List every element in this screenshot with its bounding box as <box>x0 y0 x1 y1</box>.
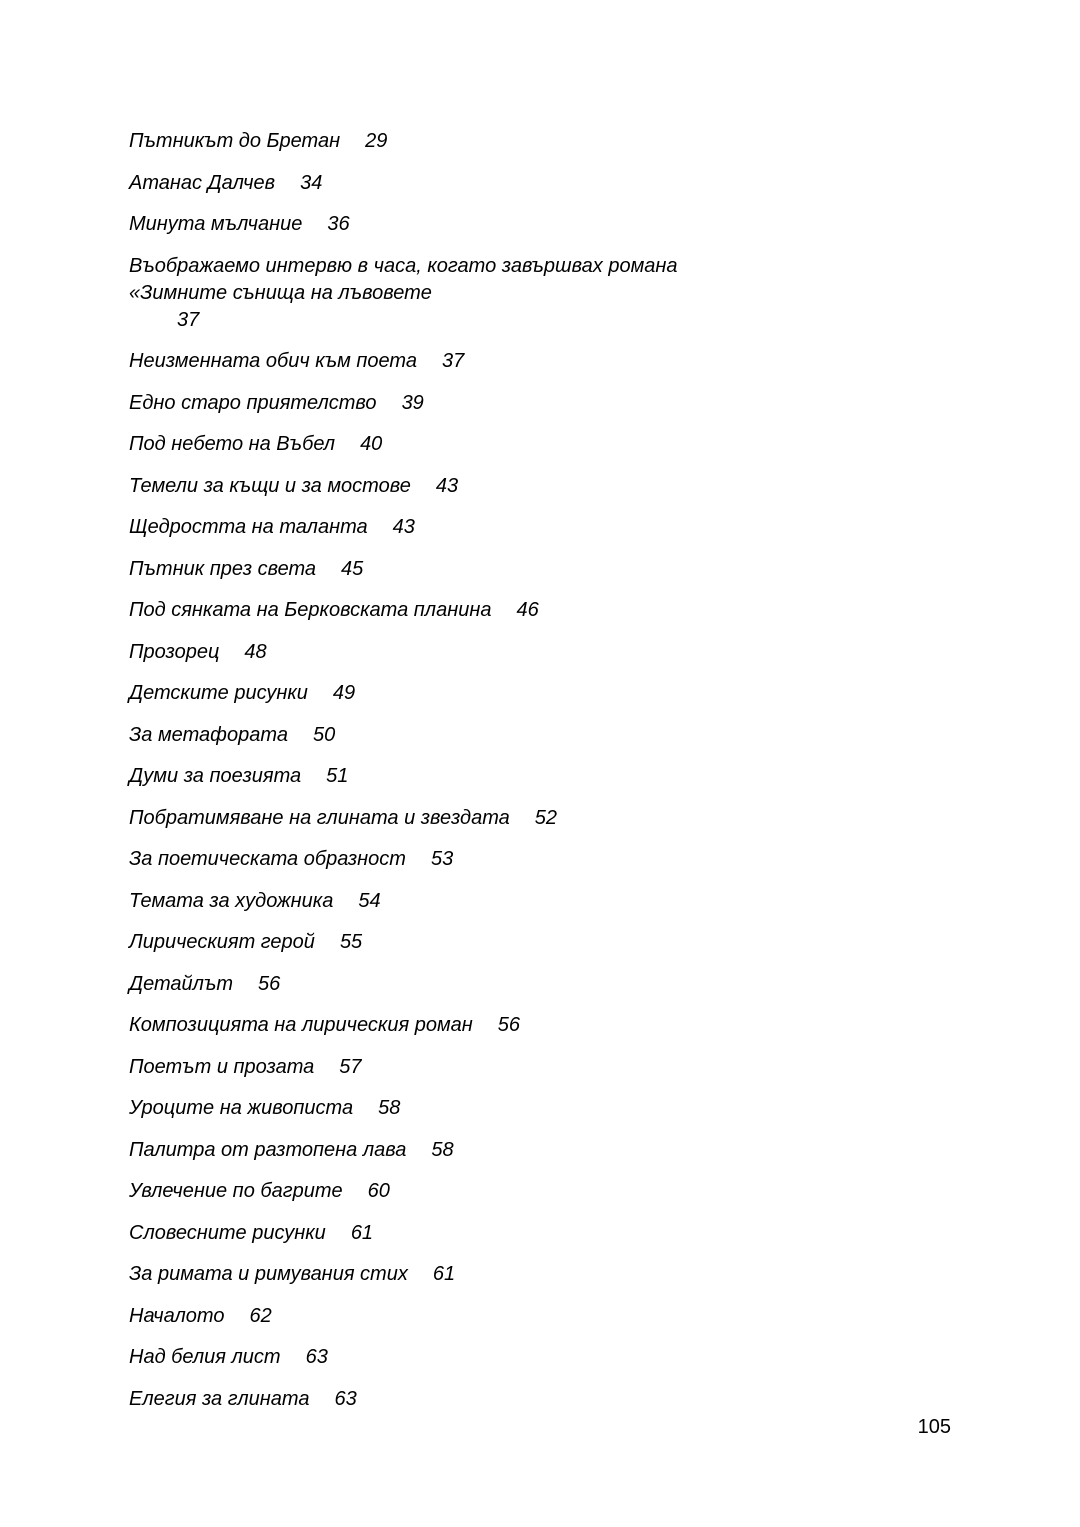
toc-entry-title: Над белия лист <box>129 1346 281 1368</box>
toc-entry-page: 56 <box>258 972 281 995</box>
toc-entry-page: 43 <box>435 474 459 497</box>
toc-entry <box>129 514 889 541</box>
toc-entry-page: 61 <box>350 1221 374 1244</box>
toc-entry-title: Щедростта на таланта <box>129 516 368 538</box>
toc-entry-page: 63 <box>334 1387 357 1410</box>
toc-entry <box>129 1303 889 1330</box>
toc-entry-page: 50 <box>312 723 336 746</box>
toc-entry-page: 58 <box>431 1138 454 1161</box>
toc-entry-title: Неизменната обич към поета <box>129 350 417 372</box>
toc-entry-title: Темели за къщи и за мостове <box>129 474 411 497</box>
toc-entry-page: 63 <box>305 1346 328 1368</box>
toc-entry-title: Поетът и прозата <box>129 1055 315 1078</box>
toc-entry-title: За римата и римувания стих <box>129 1263 408 1285</box>
toc-entry <box>129 556 889 583</box>
toc-entry-title: Елегия за глината <box>129 1387 310 1410</box>
toc-entry-page: 46 <box>516 599 539 621</box>
toc-entry-page: 39 <box>401 391 424 414</box>
toc-entry-title: Палитра от разтопена лава <box>129 1138 407 1161</box>
toc-entry-title: Словесните рисунки <box>129 1221 326 1244</box>
toc-entry-page: 57 <box>339 1055 362 1078</box>
toc-entry-page: 45 <box>341 557 364 580</box>
toc-entry-page: 36 <box>327 213 350 235</box>
toc-entry <box>129 1386 889 1413</box>
toc-entry <box>129 348 889 375</box>
toc-entry-title: Минута мълчание <box>129 213 303 235</box>
toc-entry-page: 48 <box>244 640 267 663</box>
toc-entry <box>129 597 889 624</box>
toc-entry <box>129 473 889 500</box>
toc-entry-page: 54 <box>358 889 381 912</box>
toc-entry <box>129 805 889 832</box>
toc-entry-page: 43 <box>392 516 415 538</box>
toc-entry <box>129 1054 889 1081</box>
toc-entry-page: 29 <box>365 130 388 152</box>
toc-entry <box>129 390 889 417</box>
toc-entry-title: Прозорец <box>129 640 220 663</box>
toc-entry-page: 61 <box>432 1263 456 1285</box>
toc-entry <box>129 639 889 666</box>
toc-entry <box>129 1137 889 1164</box>
toc-entry-title: Лирическият герой <box>129 931 315 953</box>
toc-entry <box>129 680 889 707</box>
toc-entry <box>129 1261 889 1288</box>
toc-entry <box>129 722 889 749</box>
toc-entry-title: Детските рисунки <box>129 682 308 704</box>
toc-entry-title: Детайлът <box>129 972 234 995</box>
toc-entry-title: Началото <box>129 1304 225 1327</box>
toc-entry <box>129 846 889 873</box>
toc-entry-page: 52 <box>534 806 558 829</box>
toc-entry-page: 34 <box>300 171 323 194</box>
toc-entry-title: Увлечение по багрите <box>129 1180 343 1202</box>
toc-entry-title: Едно старо приятелство <box>129 391 377 414</box>
toc-entry <box>129 253 689 334</box>
toc-entry-title: Композицията на лирическия роман <box>129 1014 473 1036</box>
table-of-contents <box>129 128 889 1427</box>
toc-entry <box>129 1012 889 1039</box>
toc-entry <box>129 971 889 998</box>
toc-entry-page: 51 <box>326 765 349 787</box>
toc-entry <box>129 170 889 197</box>
toc-entry <box>129 763 889 790</box>
toc-entry <box>129 431 889 458</box>
toc-entry <box>129 1344 889 1371</box>
toc-entry <box>129 1220 889 1247</box>
toc-entry-title: Темата за художника <box>129 889 334 912</box>
toc-entry-page: 56 <box>497 1014 521 1036</box>
toc-entry-title: Пътник през света <box>129 557 317 580</box>
toc-entry-title: Атанас Далчев <box>129 171 276 194</box>
toc-entry-title: Въображаемо интервю в часа, когато завършвах романа «Зимните сънища на лъвовете <box>129 254 678 304</box>
toc-entry-page: 55 <box>339 931 363 953</box>
toc-entry-title: Пътникът до Бретан <box>129 130 341 152</box>
toc-entry-page: 49 <box>332 682 356 704</box>
toc-entry-page: 37 <box>177 308 200 331</box>
toc-entry-title: За поетическата образност <box>129 848 406 870</box>
toc-entry-title: Под сянката на Берковската планина <box>129 599 492 621</box>
toc-entry <box>129 929 889 956</box>
toc-entry <box>129 128 889 155</box>
toc-entry <box>129 211 889 238</box>
toc-entry-page: 53 <box>430 848 454 870</box>
toc-entry-page: 60 <box>367 1180 390 1202</box>
toc-entry <box>129 888 889 915</box>
toc-entry-title: Побратимяване на глината и звездата <box>129 806 510 829</box>
toc-entry-page: 40 <box>360 433 383 455</box>
toc-entry <box>129 1178 889 1205</box>
toc-entry-page: 58 <box>378 1097 401 1119</box>
page-number: 105 <box>917 1416 951 1438</box>
toc-entry-page: 37 <box>441 350 465 372</box>
toc-entry-title: За метафората <box>129 723 288 746</box>
toc-entry-page: 62 <box>249 1304 272 1327</box>
toc-entry <box>129 1095 889 1122</box>
toc-entry-title: Уроците на живописта <box>129 1097 354 1119</box>
toc-entry-title: Думи за поезията <box>129 765 302 787</box>
toc-entry-title: Под небето на Въбел <box>129 433 336 455</box>
